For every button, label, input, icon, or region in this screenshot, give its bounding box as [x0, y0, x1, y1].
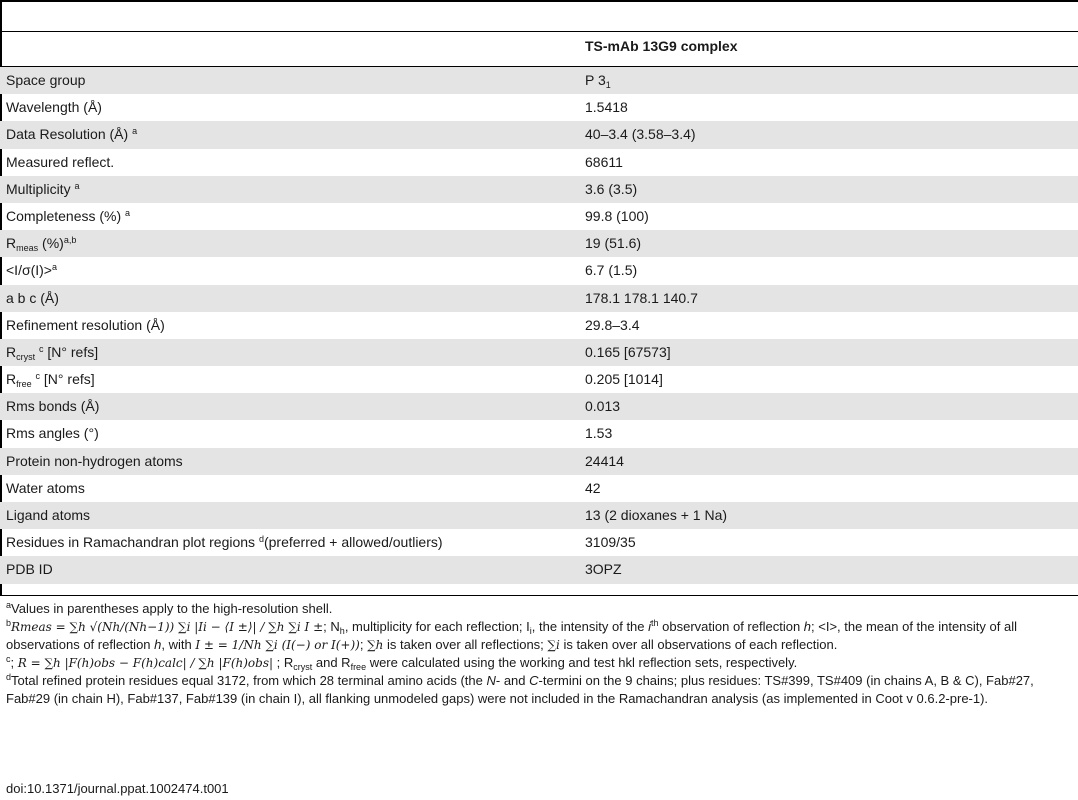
row-value: 178.1 178.1 140.7	[585, 289, 698, 306]
row-label: $R_{cryst}$ $^c$ [N° refs]	[6, 343, 99, 362]
row-label: Completeness (%) $^a$	[6, 207, 131, 224]
table-row	[0, 176, 1078, 203]
row-value: 24414	[585, 452, 624, 469]
footnote-c: $^c$; R = ∑h |F(h)obs − F(h)calc| / ∑h |F(h)obs| ; $R_{cryst}$ and $R_{free}$ were calculated using the working and test hkl reflection sets, respectively.	[6, 654, 798, 672]
row-value: 1.5418	[585, 99, 628, 116]
row-label: $R_{free}$ $^c$ [N° refs]	[6, 371, 95, 390]
column-header-complex: TS-mAb 13G9 complex	[585, 38, 738, 54]
table-row	[0, 420, 1078, 447]
table-row	[0, 149, 1078, 176]
r-formula: R = ∑h |F(h)obs − F(h)calc| / ∑h |F(h)obs|	[17, 656, 274, 670]
row-value: 3.6 (3.5)	[585, 180, 638, 197]
row-label: Data Resolution (Å) $^a$	[6, 126, 138, 143]
row-label: PDB ID	[6, 561, 53, 578]
row-label: <I/σ(I)>$^a$	[6, 262, 58, 279]
table-row	[0, 94, 1078, 121]
table-top-rule	[0, 0, 1078, 2]
table-footnotes	[6, 600, 1074, 708]
header-top-rule	[0, 31, 1078, 32]
row-label: Refinement resolution (Å)	[6, 316, 165, 333]
table-row	[0, 312, 1078, 339]
row-value: 68611	[585, 153, 623, 170]
table-row	[0, 502, 1078, 529]
row-label: $R_{meas}$ (%)$^{a,b}$	[6, 235, 77, 254]
table-row	[0, 285, 1078, 312]
sum-h-symbol: ∑h	[367, 638, 384, 652]
row-label: Multiplicity $^a$	[6, 180, 80, 197]
footnote-a: $^a$Values in parentheses apply to the high-resolution shell.	[6, 600, 333, 616]
row-label: Wavelength (Å)	[6, 99, 102, 116]
row-value: 0.013	[585, 398, 621, 415]
row-label: Measured reflect.	[6, 153, 115, 170]
row-label: Protein non-hydrogen atoms	[6, 452, 183, 469]
table-row	[0, 448, 1078, 475]
row-value: 0.205 [1014]	[585, 371, 663, 388]
row-label: Ligand atoms	[6, 507, 91, 523]
table-row	[0, 339, 1078, 366]
table-row	[0, 393, 1078, 420]
table-row	[0, 475, 1078, 502]
row-label: a b c (Å)	[6, 289, 59, 306]
footnote-b: $^b$Rmeas = ∑h √(Nh/(Nh−1)) ∑i |Ii − ⟨I ±⟩| / ∑h ∑i I ±; $N_h$, multiplicity for each reflection; $I_i$, the intensity of the $i^{th}$ observation of reflection h; <I>, the mean of the intensity of all observations of reflection h, with I ± = 1/Nh ∑i (I(−) or I(+)); ∑h is taken over all reflections; ∑i is taken over all observations of each reflection.	[6, 618, 1017, 652]
table-row	[0, 203, 1078, 230]
footnote-d: $^d$Total refined protein residues equal 3172, from which 28 terminal amino acids (the N- and C-termini on the 9 chains; plus residues: TS#399, TS#409 (in chains A, B & C), Fab#27, Fab#29 (in chain H), Fab#137, Fab#139 (in chain I), all flanking unmodeled gaps) were not included in the Ramachandran analysis (as implemented in Coot v 0.6.2-pre-1).	[6, 672, 1034, 706]
row-label: Space group	[6, 72, 86, 88]
row-value: 42	[585, 479, 601, 496]
table-row	[0, 121, 1078, 148]
table-row	[0, 230, 1078, 257]
table-row	[0, 67, 1078, 94]
rmeas-formula: Rmeas = ∑h √(Nh/(Nh−1)) ∑i |Ii − ⟨I ±⟩| / ∑h ∑i I ±	[11, 620, 324, 634]
row-value: 29.8–3.4	[585, 316, 640, 333]
row-value: 3109/35	[585, 534, 636, 551]
table-row	[0, 366, 1078, 393]
doi-citation: doi:10.1371/journal.ppat.1002474.t001	[6, 781, 229, 796]
sum-i-symbol: ∑i	[547, 638, 560, 652]
row-label: Rms bonds (Å)	[6, 398, 100, 415]
row-value: 19 (51.6)	[585, 235, 642, 252]
table-body	[0, 67, 1078, 584]
row-label: Water atoms	[6, 479, 85, 496]
row-value: P $3_1$	[585, 72, 611, 90]
row-value: 3OPZ	[585, 561, 622, 578]
row-value: 1.53	[585, 425, 613, 442]
table-row	[0, 257, 1078, 284]
table-bottom-rule	[0, 595, 1078, 596]
row-value: 13 (2 dioxanes + 1 Na)	[585, 507, 728, 523]
table-row	[0, 556, 1078, 583]
ipm-formula: I ± = 1/Nh ∑i (I(−) or I(+))	[195, 638, 360, 652]
row-value: 6.7 (1.5)	[585, 262, 638, 279]
row-value: 99.8 (100)	[585, 207, 649, 224]
table-row	[0, 529, 1078, 556]
row-label: Residues in Ramachandran plot regions $^d$(preferred + allowed/outliers)	[6, 534, 443, 551]
row-label: Rms angles (°)	[6, 425, 99, 442]
row-value: 40–3.4 (3.58–3.4)	[585, 126, 696, 143]
row-value: 0.165 [67573]	[585, 343, 671, 360]
